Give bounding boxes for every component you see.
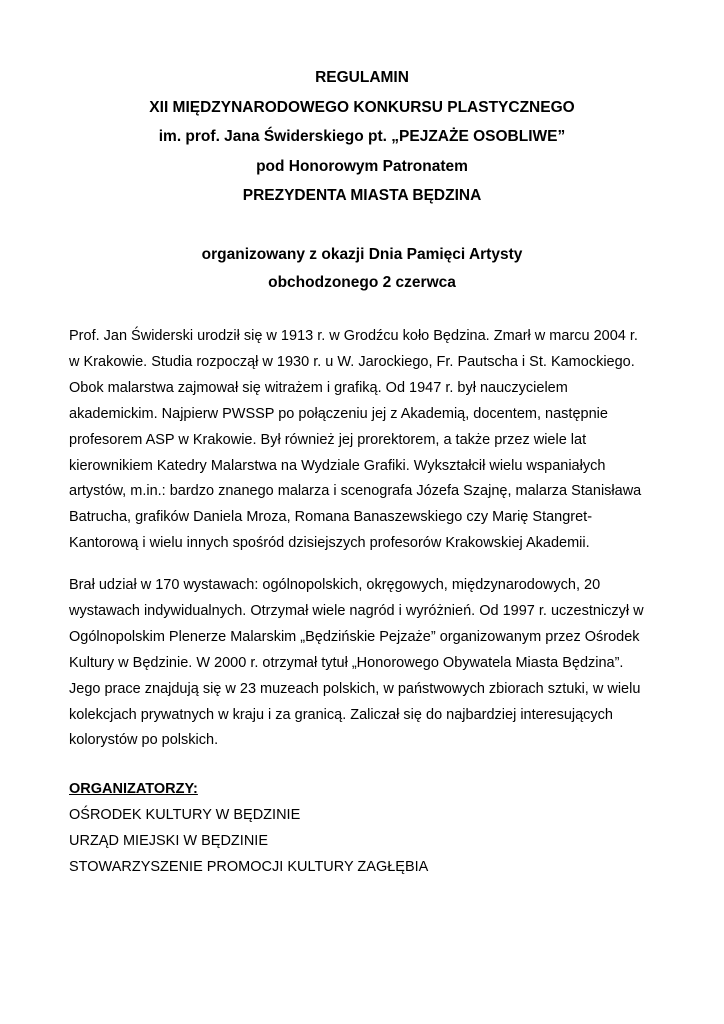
paragraph-line: Kultury w Będzinie. W 2000 r. otrzymał tytuł „Honorowego Obywatela Miasta Będzina”. (69, 654, 624, 671)
paragraph-line: kierownikiem Katedry Malarstwa na Wydziale Grafiki. Wykształcił wielu wspaniałych (69, 457, 606, 474)
subtitle-line: organizowany z okazji Dnia Pamięci Artysty (201, 246, 523, 263)
title-line: REGULAMIN (315, 69, 409, 86)
paragraph-line: Kantorową i wielu innych spośród dzisiejszych profesorów Krakowskiej Akademii. (69, 535, 590, 552)
paragraph-line: Obok malarstwa zajmował się witrażem i grafiką. Od 1947 r. był nauczycielem (69, 379, 568, 396)
paragraph-line: kolorystów po polskich. (69, 732, 219, 749)
subtitle-line: obchodzonego 2 czerwca (268, 274, 456, 291)
organizers-section (69, 776, 428, 880)
paragraph-line: Batrucha, grafików Daniela Mroza, Romana Banaszewskiego czy Marię Stangret- (69, 509, 593, 526)
document-title (0, 63, 724, 211)
title-line: PREZYDENTA MIASTA BĘDZINA (242, 187, 482, 204)
organizer-item: OŚRODEK KULTURY W BĘDZINIE (69, 807, 301, 823)
paragraph-line: Ogólnopolskim Plenerze Malarskim „Będzińskie Pejzaże” organizowanym przez Ośrodek (69, 628, 640, 645)
paragraph-line: akademickim. Najpierw PWSSP po połączeniu jej z Akademią, docentem, następnie (69, 405, 608, 422)
biography-paragraph (69, 324, 709, 557)
paragraph-line: Jego prace znajdują się w 23 muzeach polskich, w państwowych zbiorach sztuki, w wielu (69, 680, 641, 697)
document-subtitle (0, 241, 724, 297)
paragraph-line: artystów, m.in.: bardzo znanego malarza i scenografa Józefa Szajnę, malarza Stanisława (69, 483, 642, 500)
title-line: XII MIĘDZYNARODOWEGO KONKURSU PLASTYCZNEGO (149, 98, 575, 116)
organizers-heading: ORGANIZATORZY: (69, 781, 198, 797)
paragraph-line: wystawach indywidualnych. Otrzymał wiele nagród i wyróżnień. Od 1997 r. uczestniczył w (69, 602, 644, 619)
achievements-paragraph (69, 573, 709, 754)
paragraph-line: w Krakowie. Studia rozpoczął w 1930 r. u W. Jarockiego, Fr. Pautscha i St. Kamockiego. (69, 353, 635, 370)
paragraph-line: profesorem ASP w Krakowie. Był również jej prorektorem, a także przez wiele lat (69, 431, 587, 448)
paragraph-line: kolekcjach prywatnych w kraju i za granicą. Zaliczał się do najbardziej interesujących (69, 706, 613, 723)
paragraph-line: Brał udział w 170 wystawach: ogólnopolskich, okręgowych, międzynarodowych, 20 (69, 577, 601, 593)
organizer-item: URZĄD MIEJSKI W BĘDZINIE (69, 833, 268, 849)
title-line: pod Honorowym Patronatem (256, 157, 468, 175)
title-line: im. prof. Jana Świderskiego pt. „PEJZAŻE OSOBLIWE” (158, 128, 566, 145)
organizer-item: STOWARZYSZENIE PROMOCJI KULTURY ZAGŁĘBIA (69, 859, 429, 875)
paragraph-line: Prof. Jan Świderski urodził się w 1913 r. w Grodźcu koło Będzina. Zmarł w marcu 2004 r. (69, 328, 638, 344)
